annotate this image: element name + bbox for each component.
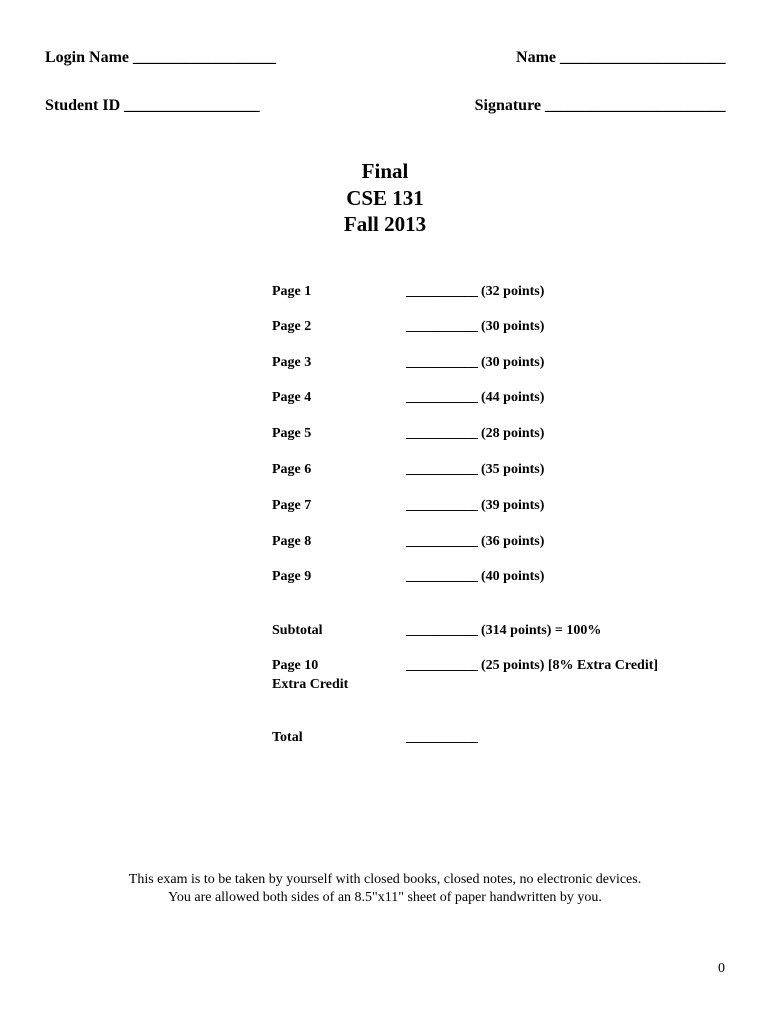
score-points: (32 points) xyxy=(481,284,545,299)
score-blank: ___________ xyxy=(406,284,478,299)
score-row-value xyxy=(406,567,544,586)
name-label: Name xyxy=(516,49,556,66)
score-row-value xyxy=(406,317,544,336)
score-blank: ___________ xyxy=(406,569,478,584)
score-row-label: Page 3 xyxy=(272,355,312,370)
extra-credit-label-line2: Extra Credit xyxy=(272,677,349,692)
student-id-blank: __________________ xyxy=(124,97,260,114)
title-line-course: CSE 131 xyxy=(346,185,424,210)
score-points: (39 points) xyxy=(481,498,545,513)
score-blank: ___________ xyxy=(406,426,478,441)
score-points: (35 points) xyxy=(481,462,545,477)
score-blank: ___________ xyxy=(406,498,478,513)
score-blank: ___________ xyxy=(406,319,478,334)
extra-credit-points: (25 points) [8% Extra Credit] xyxy=(481,658,659,673)
name-field xyxy=(516,48,725,68)
score-row-value xyxy=(406,424,544,443)
score-row-label: Page 5 xyxy=(272,426,312,441)
score-row-value xyxy=(406,532,544,551)
score-row-value xyxy=(406,353,544,372)
student-id-label: Student ID xyxy=(45,97,121,114)
score-blank: ___________ xyxy=(406,462,478,477)
subtotal-label: Subtotal xyxy=(272,623,323,638)
signature-blank: ________________________ xyxy=(545,97,725,114)
student-id-field xyxy=(45,96,259,116)
extra-credit-label-line1: Page 10 xyxy=(272,658,319,673)
subtotal-points: (314 points) = 100% xyxy=(481,623,602,638)
extra-credit-blank: ___________ xyxy=(406,658,478,673)
subtotal-value xyxy=(406,621,601,640)
score-blank: ___________ xyxy=(406,390,478,405)
score-points: (28 points) xyxy=(481,426,545,441)
score-points: (40 points) xyxy=(481,569,545,584)
score-row-value xyxy=(406,282,544,301)
total-label: Total xyxy=(272,730,303,745)
exam-instructions xyxy=(0,871,770,907)
subtotal-blank: ___________ xyxy=(406,623,478,638)
score-blank: ___________ xyxy=(406,534,478,549)
extra-credit-value xyxy=(406,656,658,675)
score-blank: ___________ xyxy=(406,355,478,370)
login-name-label: Login Name xyxy=(45,49,129,66)
score-row-label: Page 1 xyxy=(272,284,312,299)
score-points: (30 points) xyxy=(481,355,545,370)
name-blank: ______________________ xyxy=(560,49,725,66)
login-name-field xyxy=(45,48,276,68)
total-value xyxy=(406,728,478,747)
score-row-label: Page 9 xyxy=(272,569,312,584)
score-row-label: Page 2 xyxy=(272,319,312,334)
title-line-term: Fall 2013 xyxy=(343,212,427,236)
total-blank: ___________ xyxy=(406,730,478,745)
exam-title xyxy=(0,158,770,238)
score-row-label: Page 4 xyxy=(272,390,312,405)
extra-credit-label xyxy=(272,656,348,694)
title-line-final: Final xyxy=(361,159,409,183)
instructions-line1: This exam is to be taken by yourself with closed books, closed notes, no electronic devices. xyxy=(128,872,642,887)
login-name-blank: ___________________ xyxy=(133,49,276,66)
signature-field xyxy=(475,96,725,116)
score-row-label: Page 7 xyxy=(272,498,312,513)
score-row-value xyxy=(406,388,544,407)
score-points: (44 points) xyxy=(481,390,545,405)
signature-label: Signature xyxy=(474,97,541,114)
score-row-label: Page 8 xyxy=(272,534,312,549)
score-points: (30 points) xyxy=(481,319,545,334)
score-row-label: Page 6 xyxy=(272,462,312,477)
score-row-value xyxy=(406,496,544,515)
score-row-value xyxy=(406,460,544,479)
instructions-line2: You are allowed both sides of an 8.5"x11" sheet of paper handwritten by you. xyxy=(168,890,602,905)
page-number: 0 xyxy=(718,961,725,976)
score-points: (36 points) xyxy=(481,534,545,549)
